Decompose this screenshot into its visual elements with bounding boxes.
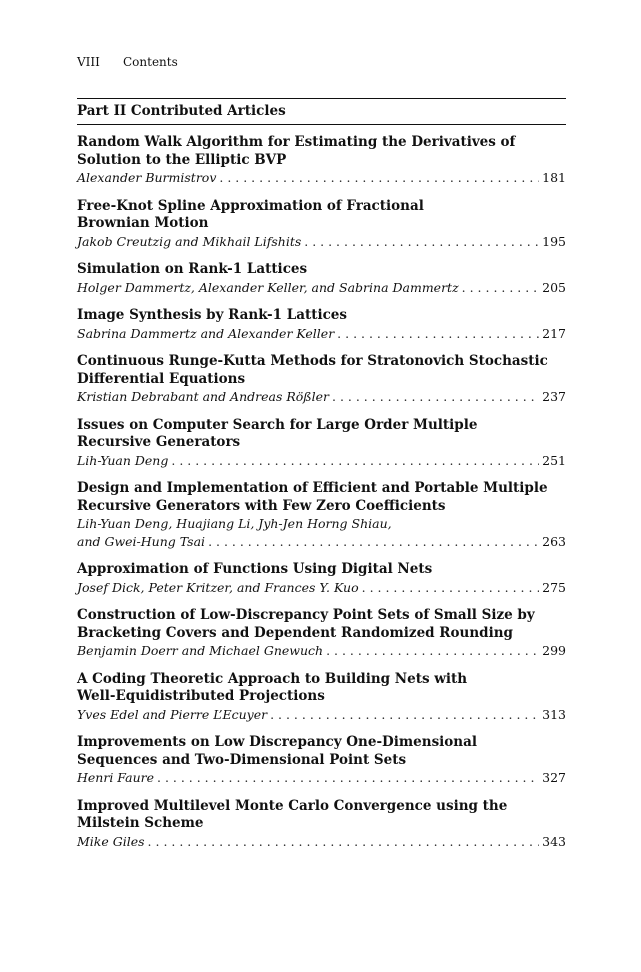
toc-entry-authors: Lih-Yuan Deng [77,452,169,468]
toc-entry[interactable] [77,134,566,187]
toc-entry-author-line [77,769,566,787]
toc-entry-title: Improvements on Low Discrepancy One-Dimensional [77,734,477,750]
toc-entry-page-number: 343 [542,833,566,849]
toc-entry-author-line [77,706,566,724]
toc-entry[interactable] [77,417,566,470]
dot-leader [208,533,539,551]
dot-leader [171,452,539,470]
dot-leader [462,279,539,297]
toc-entry-title: Recursive Generators with Few Zero Coefficients [77,497,446,514]
toc-entry-title: Construction of Low-Discrepancy Point Sets of Small Size by [77,607,535,623]
toc-entry-authors: Henri Faure [77,770,154,785]
toc-entry-authors: Kristian Debrabant and Andreas Rößler [77,389,330,404]
dot-leader [362,579,540,597]
toc-entry-author-line [77,325,566,343]
toc-entry-author-line [77,233,566,251]
toc-entry-author-line [77,452,566,470]
toc-entry-page-number: 251 [542,452,566,468]
part-title: Part II Contributed Articles [77,103,286,119]
toc-entry-title: Milstein Scheme [77,815,204,831]
toc-entry-author-line [77,533,566,551]
toc-entry-page-number: 299 [542,643,566,658]
toc-entry[interactable] [77,480,566,550]
toc-entry-authors: Yves Edel and Pierre L’Ecuyer [77,706,268,722]
dot-leader [270,706,539,724]
toc-entry[interactable] [77,198,566,251]
toc-entry-page-number: 181 [542,170,566,185]
toc-entry[interactable] [77,671,566,724]
toc-entry-authors: Jakob Creutzig and Mikhail Lifshits [77,233,302,249]
toc-entry-page-number: 237 [542,389,566,404]
toc-entry-title: Recursive Generators [77,434,241,450]
dot-leader [304,233,539,251]
toc-entry-title: Improved Multilevel Monte Carlo Convergence using the [77,797,508,814]
top-rule [77,98,566,99]
toc-entry[interactable] [77,607,566,660]
toc-entry-title: Bracketing Covers and Dependent Randomized Rounding [77,624,513,641]
running-head [77,55,178,69]
toc-entry[interactable] [77,561,566,596]
running-head-title: Contents [123,55,178,69]
toc-entry-page-number: 205 [542,279,566,295]
toc-entry-page-number: 313 [542,706,566,722]
toc-entry-title: A Coding Theoretic Approach to Building Nets with [77,670,468,687]
toc-entry-title: Approximation of Functions Using Digital Nets [77,561,433,577]
toc-entry[interactable] [77,261,566,296]
toc-entry-page-number: 263 [542,533,566,549]
toc-entry-title: Brownian Motion [77,215,209,231]
toc-entry-author-line [77,642,566,660]
dot-leader [332,388,539,406]
toc-entry[interactable] [77,307,566,342]
toc-entry-authors: Lih-Yuan Deng, Huajiang Li, Jyh-Jen Horng Shiau, [77,516,392,531]
toc-entry-author-line [77,169,566,187]
toc-entry-author-line [77,833,566,851]
toc-entry-title: Random Walk Algorithm for Estimating the Derivatives of [77,134,516,150]
bottom-rule [77,124,566,125]
toc-entry-title: Well-Equidistributed Projections [77,688,325,704]
toc-entry-page-number: 195 [542,233,566,249]
toc-entry[interactable] [77,798,566,851]
toc-entry-title: Image Synthesis by Rank-1 Lattices [77,307,347,323]
toc-entry-author-line [77,279,566,297]
dot-leader [157,769,539,787]
toc-entry-title: Simulation on Rank-1 Lattices [77,261,308,277]
toc-entry-title: Issues on Computer Search for Large Order Multiple [77,416,478,433]
toc-entry[interactable] [77,734,566,787]
toc-entry-authors: Alexander Burmistrov [77,170,217,185]
toc-entry-title: Continuous Runge-Kutta Methods for Stratonovich Stochastic [77,353,548,369]
toc-entry-authors: Benjamin Doerr and Michael Gnewuch [77,643,324,658]
toc-entry-authors: Josef Dick, Peter Kritzer, and Frances Y. Kuo [77,579,359,595]
toc-entry-title: Sequences and Two-Dimensional Point Sets [77,751,407,768]
toc-entry-author-line [77,388,566,406]
dot-leader [219,169,539,187]
page-number: VIII [77,55,100,69]
toc-entry-page-number: 275 [542,579,566,595]
toc-entry[interactable] [77,353,566,406]
toc-entry-authors: Mike Giles [77,833,145,849]
toc-entry-authors: Holger Dammertz, Alexander Keller, and Sabrina Dammertz [77,279,459,295]
toc-entry-list [77,134,566,861]
dot-leader [326,642,539,660]
toc-entry-authors: Sabrina Dammertz and Alexander Keller [77,325,335,341]
dot-leader [337,325,539,343]
toc-entry-title: Free-Knot Spline Approximation of Fractional [77,197,424,214]
toc-entry-page-number: 327 [542,770,566,785]
toc-entry-title: Differential Equations [77,370,246,387]
toc-entry-page-number: 217 [542,325,566,341]
toc-entry-title: Solution to the Elliptic BVP [77,151,287,168]
toc-entry-author-line [77,579,566,597]
toc-entry-authors: and Gwei-Hung Tsai [77,533,206,549]
dot-leader [148,833,540,851]
toc-entry-title: Design and Implementation of Efficient and Portable Multiple [77,480,548,496]
